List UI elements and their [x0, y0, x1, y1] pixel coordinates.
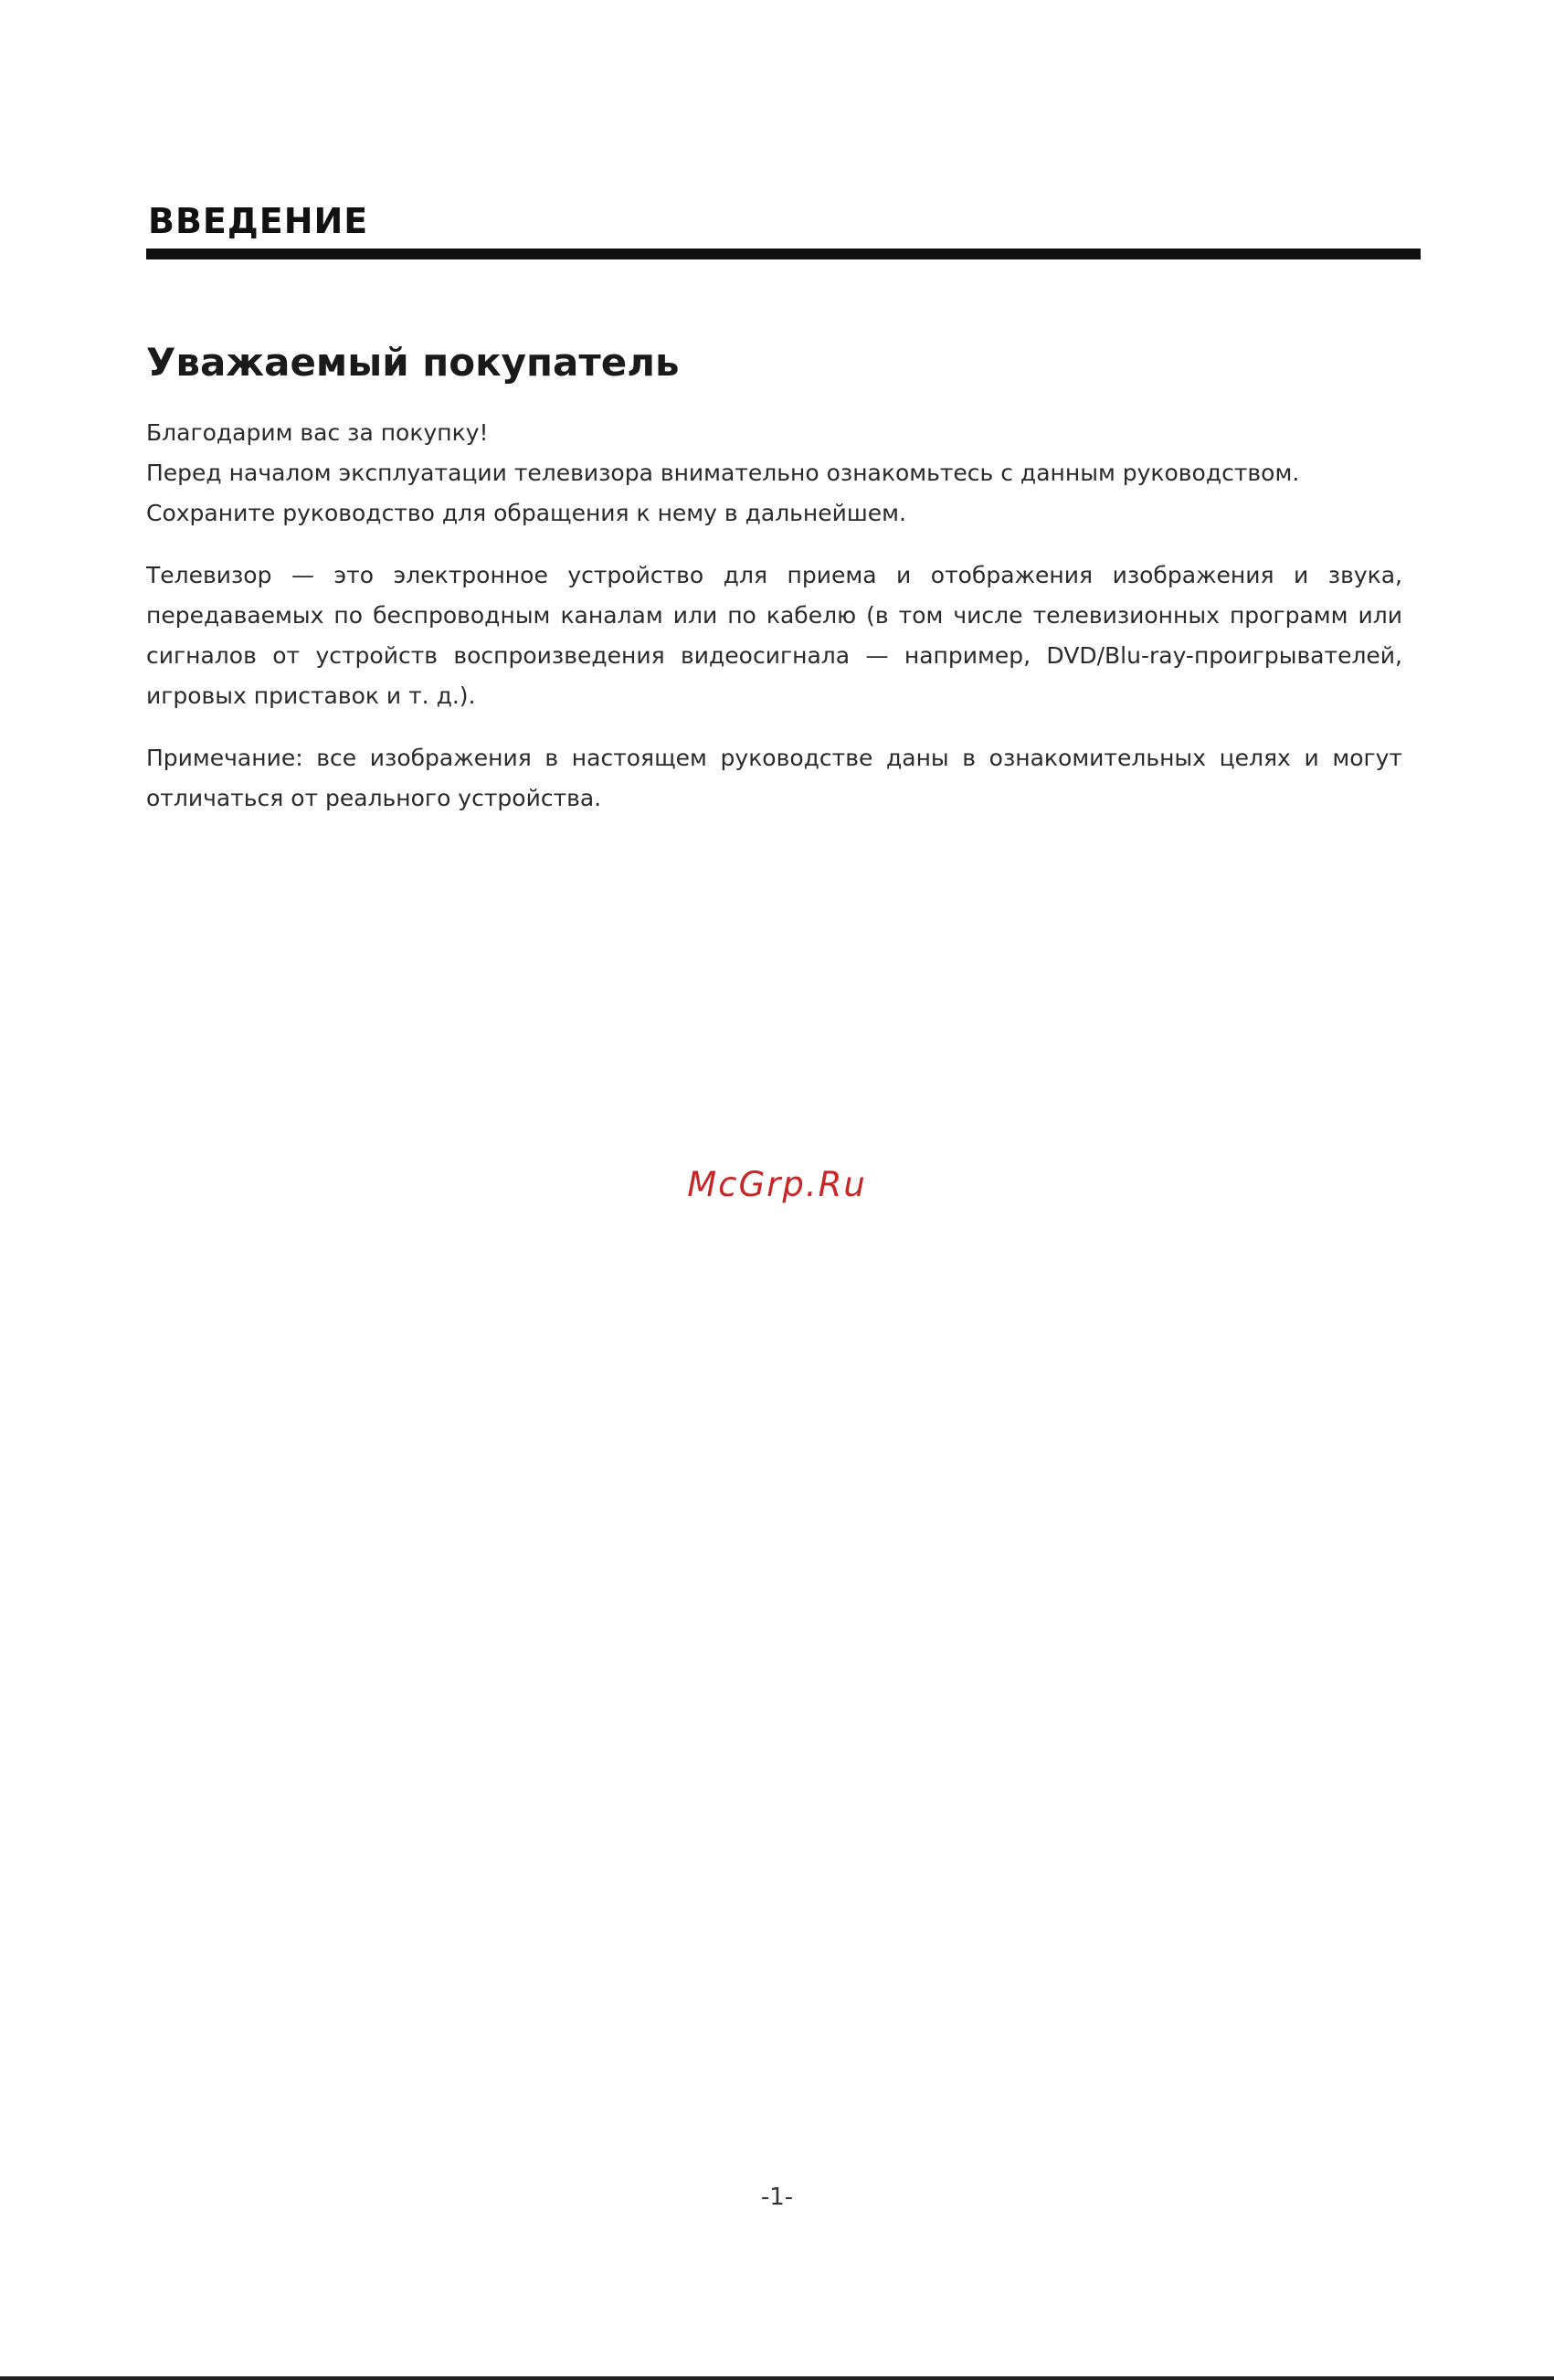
section-header [146, 203, 1421, 259]
instruction-text: Перед началом эксплуатации телевизора внимательно ознакомьтесь с данным руководством. Сохраните руководство для обращения к нему в дальнейшем. [146, 460, 1300, 527]
section-title: ВВЕДЕНИЕ [148, 201, 369, 241]
note-text: Примечание: все изображения в настоящем руководстве даны в ознакомительных целях и могут отличаться от реального устройства. [146, 745, 1402, 812]
watermark-text: McGrp.Ru [687, 1165, 867, 1204]
thanks-text: Благодарим вас за покупку! [146, 419, 489, 447]
greeting-heading: Уважаемый покупатель [146, 340, 680, 385]
page-content [146, 340, 1402, 819]
page-number: -1- [760, 2184, 794, 2211]
bottom-edge-line [0, 2376, 1554, 2380]
section-divider [146, 249, 1421, 259]
description-text: Телевизор — это электронное устройство для приема и отображения изображения и звука, передаваемых по беспроводным каналам или по кабелю (в том числе телевизионных программ или сигналов от устройств воспроизведения видеосигнала — например, DVD/Blu-ray-проигрывателей, игровых приставок и т. д.). [146, 562, 1402, 710]
